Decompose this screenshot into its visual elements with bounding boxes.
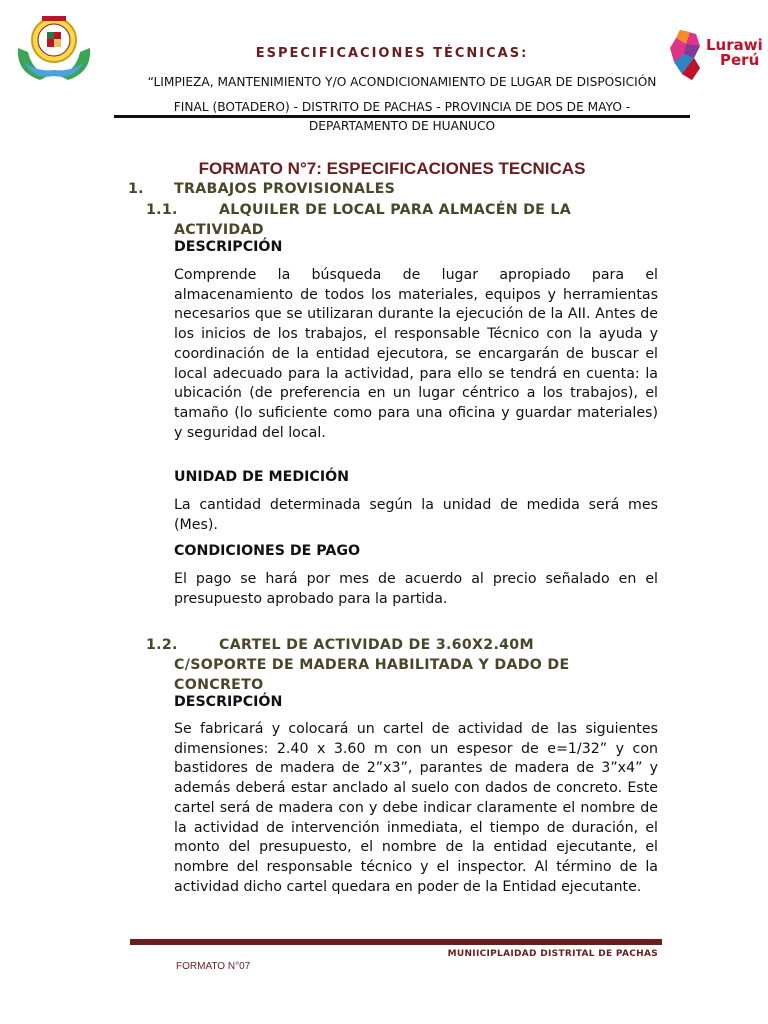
item-title-line-3: CONCRETO xyxy=(174,677,264,693)
header-divider xyxy=(114,115,690,118)
footer-divider xyxy=(130,939,662,945)
description-heading: DESCRIPCIÓN xyxy=(174,694,283,710)
payment-paragraph: El pago se hará por mes de acuerdo al precio señalado en el presupuesto aprobado para la partida. xyxy=(174,571,658,607)
description-paragraph: Comprende la búsqueda de lugar apropiado para el almacenamiento de todos los materiales, equipos y herramientas necesarios que se utilizaran durante la ejecución de la AII. Antes de los inicios de los trabajos, el responsable Técnico con la ayuda y coordinación de la entidad ejecutora, se encargarán de buscar el local adecuado para la actividad, para ello se tendrá en cuenta: la ubicación (de preferencia en un lugar céntrico a los trabajos), el tamaño (lo suficiente como para una oficina y guardar materiales) y seguridad del local. xyxy=(174,267,658,441)
header-title: ESPECIFICACIONES TÉCNICAS: xyxy=(255,46,529,61)
item-title-line-1: CARTEL DE ACTIVIDAD DE 3.60X2.40M xyxy=(219,637,534,653)
item-heading-1-2 xyxy=(146,635,666,695)
section-label: TRABAJOS PROVISIONALES xyxy=(174,181,396,197)
header-subtitle-line-1: “LIMPIEZA, MANTENIMIENTO Y/O ACONDICIONAMIENTO DE LUGAR DE DISPOSICIÓN xyxy=(147,75,657,89)
brand-line-1: Lurawi xyxy=(706,36,763,54)
section-number: 1. xyxy=(128,181,144,197)
unit-heading: UNIDAD DE MEDICIÓN xyxy=(174,469,350,485)
payment-heading: CONDICIONES DE PAGO xyxy=(174,543,361,559)
item-title-line-2: ACTIVIDAD xyxy=(174,222,264,238)
item-title-line-1: ALQUILER DE LOCAL PARA ALMACÉN DE LA xyxy=(219,202,572,218)
item-heading-1-1 xyxy=(146,200,666,240)
description-paragraph: Se fabricará y colocará un cartel de actividad de las siguientes dimensiones: 2.40 x 3.60 m con un espesor de e=1/32” y con bastidores de madera de 2”x3”, parantes de madera de 3”x4” y además deberá estar anclado al suelo con dados de concreto. Este cartel será de madera con y debe indicar claramente el nombre de la actividad de intervención inmediata, el tiempo de duración, el monto del presupuesto, el nombre de la entidad ejecutante, el nombre del responsable técnico y el inspector. Al término de la actividad dicho cartel quedara en poder de la Entidad ejecutante. xyxy=(174,721,658,895)
unit-paragraph: La cantidad determinada según la unidad de medida será mes (Mes). xyxy=(174,497,658,533)
format-title: FORMATO N°7: ESPECIFICACIONES TECNICAS xyxy=(198,159,586,178)
item-number: 1.1. xyxy=(146,202,178,218)
footer-format: FORMATO N°07 xyxy=(176,961,251,972)
municipality-logo xyxy=(14,10,94,84)
header-subtitle-line-2: FINAL (BOTADERO) - DISTRITO DE PACHAS - PROVINCIA DE DOS DE MAYO - xyxy=(173,100,631,114)
section-heading-1 xyxy=(128,181,395,197)
lurawi-brand-text xyxy=(706,38,763,68)
footer-municipality: MUNIICIPLAIDAD DISTRITAL DE PACHAS xyxy=(447,949,658,959)
header-subtitle xyxy=(112,70,692,145)
header-subtitle-line-3: DEPARTAMENTO DE HUANUCO xyxy=(308,119,496,133)
description-heading: DESCRIPCIÓN xyxy=(174,239,283,255)
brand-line-2: Perú xyxy=(720,51,760,69)
item-title-line-2: C/SOPORTE DE MADERA HABILITADA Y DADO DE xyxy=(174,657,570,673)
item-number: 1.2. xyxy=(146,637,178,653)
